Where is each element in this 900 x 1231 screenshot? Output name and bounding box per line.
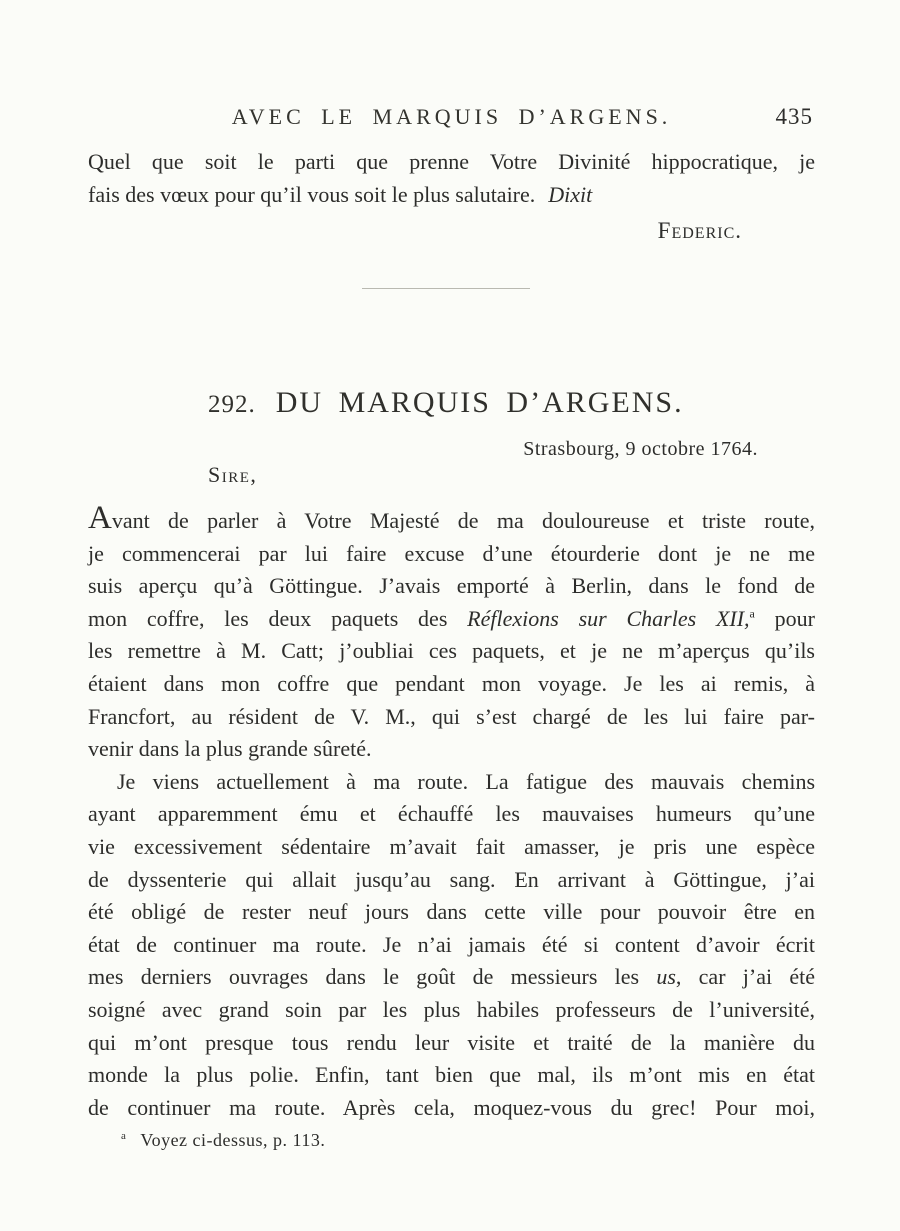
footnote-text: Voyez ci-dessus, p. 113. [140,1130,326,1150]
running-header [88,104,815,134]
dateline: Strasbourg, 9 octobre 1764. [523,438,758,460]
running-header-title: AVEC LE MARQUIS D’ARGENS. [231,104,672,129]
letter-signature: Federic. [657,218,742,243]
footnote-marker: a [121,1130,127,1142]
letter-number: 292. [208,391,256,418]
paragraph: Je viens actuellement à ma route. La fatigue des mauvais chemins ayant apparemment ému et échauffé les mauvaises humeurs qu’une vie excessivement sédentaire m’avait fait amasser, je pris une espèce de dyssenterie qui allait jusqu’au sang. En arrivant à Göttingue, j’ai été obligé de rester neuf jours dans cette ville pour pouvoir être en état de continuer ma route. Je n’ai jamais été si content d’avoir écrit mes derniers ouvrages dans le goût de messieurs les us, car j’ai été soigné avec grand soin par les plus habiles professeurs de l’université, qui m’ont presque tous rendu leur visite et traité de la manière du monde la plus polie. Enfin, tant bien que mal, ils m’ont mis en état de continuer ma route. Après cela, moquez-vous du grec! Pour moi, [88,768,816,1120]
salutation: Sire, [208,462,258,487]
letter-body [88,500,816,1124]
section-heading [208,386,684,420]
section-divider-rule [362,288,530,289]
footnote [121,1130,325,1151]
letter-title: DU MARQUIS D’ARGENS. [275,386,684,419]
page-number: 435 [775,104,813,129]
letter-closing-paragraph: Quel que soit le parti que prenne Votre Divinité hippocratique, je fais des vœux pour qu’il vous soit le plus salutaire. Dixit [88,149,815,207]
paragraph: Avant de parler à Votre Majesté de ma douloureuse et triste route, je commencerai par lui faire excuse d’une étourderie dont je ne me suis aperçu qu’à Göttingue. J’avais emporté à Berlin, dans le fond de mon coffre, les deux paquets des Réflexions sur Charles XII,$^a$ pour les remettre à M. Catt; j’oubliai ces paquets, et je ne m’aperçus qu’ils étaient dans mon coffre que pendant mon voyage. Je les ai remis, à Francfort, au résident de V. M., qui s’est chargé de les lui faire par- venir dans la plus grande sûreté. [88,500,815,762]
